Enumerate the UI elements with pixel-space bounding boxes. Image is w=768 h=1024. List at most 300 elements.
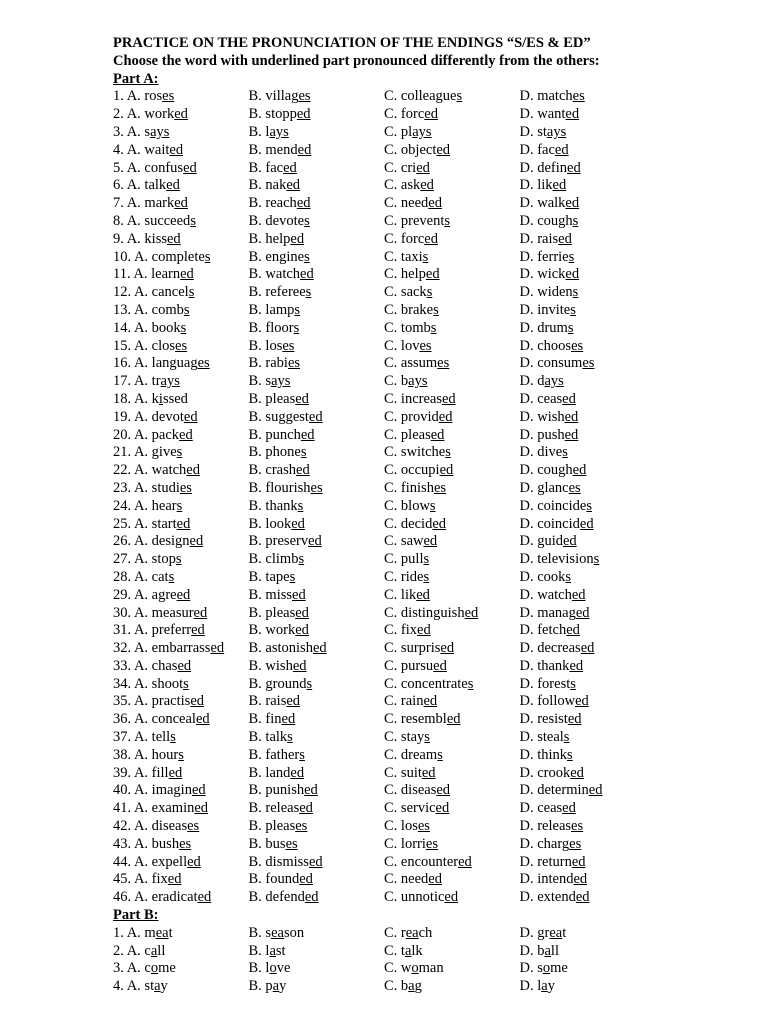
answer-option [384,462,520,480]
word-part: B. mend [248,141,298,158]
underlined-part: ed [565,266,580,283]
word-part: 13. A. comb [113,301,184,318]
answer-option [520,889,656,907]
underlined-part: es [282,337,295,354]
answer-option [113,676,249,694]
underlined-part: ed [296,106,311,123]
word-part: B. talk [248,729,288,746]
answer-option [113,711,249,729]
underlined-part: s [305,284,312,301]
answer-option [520,302,656,320]
question-row [113,747,753,765]
word-part: D. defin [519,159,568,176]
underlined-part: s [567,319,574,336]
underlined-part: s [190,212,196,229]
answer-option [384,782,520,800]
answer-option [384,978,520,996]
word-part: C. need [384,871,429,888]
underlined-part: s [593,551,600,568]
answer-option [384,444,520,462]
answer-option [384,587,520,605]
answer-option [520,213,656,231]
underlined-part: s [562,444,568,461]
question-row [113,765,753,783]
word-part: D. cook [519,568,566,585]
underlined-part: ed [300,266,314,283]
answer-option [249,569,385,587]
answer-option [384,302,520,320]
word-part: 18. A. k [113,390,159,407]
question-row [113,587,753,605]
underlined-part: ed [458,853,472,870]
answer-option [249,177,385,195]
word-part: C. forc [384,106,425,123]
answer-option [113,516,249,534]
answer-option [249,978,385,996]
answer-option [113,338,249,356]
word-part: 9. A. kiss [113,230,167,247]
question-row [113,960,753,978]
answer-option [520,533,656,551]
word-part: D. extend [519,889,576,906]
answer-option [249,676,385,694]
underlined-part: s [567,746,573,763]
word-part: D. intend [519,871,574,888]
answer-option [520,106,656,124]
word-part: 8. A. succeed [113,212,191,229]
word-part: B. pleas [248,604,296,621]
answer-option [113,622,249,640]
underlined-part: ed [180,266,194,283]
underlined-part: s [183,301,190,318]
word-part: B. reach [248,195,297,212]
word-part: C. sack [384,284,427,301]
word-part: 15. A. clos [113,337,176,354]
answer-option [113,231,249,249]
word-part: 43. A. bush [113,835,180,852]
word-part: B. l [248,960,270,977]
underlined-part: ed [174,195,188,212]
word-part: B. l [248,123,270,140]
word-part: D. s [519,960,543,977]
word-part: C. dream [384,746,438,763]
word-part: D. forest [519,675,571,692]
underlined-part: ed [428,195,442,212]
word-part: D. choos [519,337,572,354]
word-part: C. resembl [384,711,447,728]
word-part: B. help [248,230,291,247]
answer-option [520,355,656,373]
answer-option [249,711,385,729]
underlined-part: ed [421,764,436,781]
underlined-part: ed [438,408,453,425]
answer-option [113,444,249,462]
answer-option [113,533,249,551]
word-part: 37. A. tell [113,729,171,746]
answer-option [520,960,656,978]
question-row [113,551,753,569]
word-part: C. taxi [384,248,423,265]
answer-option [249,213,385,231]
underlined-part: s [572,212,579,229]
answer-option [384,729,520,747]
answer-option [113,124,249,142]
underlined-part: a [408,978,415,995]
word-part: C. r [384,924,406,941]
question-row [113,338,753,356]
underlined-part: s [299,746,305,763]
underlined-part: es [295,818,308,835]
underlined-part: s [168,568,175,585]
question-row [113,124,753,142]
word-part: 41. A. examin [113,800,195,817]
answer-option [384,676,520,694]
underlined-part: ed [575,889,590,906]
underlined-part: ed [436,141,451,158]
question-row [113,569,753,587]
underlined-part: s [170,729,176,746]
underlined-part: ed [186,462,200,479]
word-part: C. saw [384,533,424,550]
underlined-part: ed [558,230,572,247]
part-a-list [113,88,753,907]
word-part: C. brake [384,301,434,318]
word-part: B. lamp [248,301,295,318]
underlined-part: ed [572,462,587,479]
underlined-part: ea [155,924,169,941]
underlined-part: ed [210,640,225,657]
word-part: 4. A. wait [113,141,170,158]
underlined-part: ed [441,390,456,407]
answer-option [113,391,249,409]
answer-option [113,551,249,569]
word-part: B. releas [248,800,300,817]
answer-option [520,693,656,711]
answer-option [520,142,656,160]
word-part: 31. A. preferr [113,622,192,639]
answer-option [520,943,656,961]
question-row [113,640,753,658]
underlined-part: ed [167,230,181,247]
word-part: 6. A. talk [113,177,167,194]
word-part: man [418,960,444,977]
word-part: C. encounter [384,853,459,870]
answer-option [520,409,656,427]
underlined-part: ed [296,195,311,212]
answer-option [113,943,249,961]
word-part: D. thank [519,657,570,674]
answer-option [520,818,656,836]
underlined-part: s [422,248,429,265]
answer-option [113,106,249,124]
underlined-part: ed [308,533,322,550]
question-row [113,249,753,267]
answer-option [113,871,249,889]
underlined-part: ed [573,871,588,888]
word-part: D. releas [519,818,572,835]
answer-option [520,854,656,872]
underlined-part: a [269,942,276,959]
word-part: D. television [519,551,594,568]
answer-option [520,729,656,747]
answer-option [113,925,249,943]
underlined-part: s [437,746,443,763]
answer-option [520,498,656,516]
answer-option [520,338,656,356]
question-row [113,533,753,551]
answer-option [249,729,385,747]
underlined-part: ed [290,230,305,247]
word-part: 25. A. start [113,515,177,532]
underlined-part: s [300,444,307,461]
word-part: g [414,978,422,995]
underlined-part: es [437,355,450,372]
underlined-part: ed [295,622,309,639]
question-row [113,836,753,854]
underlined-part: ed [290,764,305,781]
underlined-part: s [188,284,195,301]
answer-option [249,106,385,124]
underlined-part: s [178,746,184,763]
question-row [113,213,753,231]
answer-option [249,551,385,569]
word-part: B. rais [248,693,287,710]
answer-option [249,124,385,142]
underlined-part: s [423,551,430,568]
word-part: B. stopp [248,106,297,123]
answer-option [113,284,249,302]
answer-option [249,142,385,160]
answer-option [113,978,249,996]
underlined-part: s [570,675,576,692]
answer-option [520,427,656,445]
underlined-part: ed [562,390,576,407]
word-part: 5. A. confus [113,159,184,176]
answer-option [249,800,385,818]
underlined-part: ed [570,764,584,781]
word-part: 20. A. pack [113,426,180,443]
underlined-part: ed [300,426,315,443]
underlined-part: ed [190,693,205,710]
word-part: C. help [384,266,426,283]
word-part: 35. A. practis [113,693,191,710]
answer-option [249,480,385,498]
answer-option [249,427,385,445]
word-part: 2. A. c [113,942,151,959]
part-b-list [113,925,753,996]
word-part: B. punish [248,782,305,799]
answer-option [113,213,249,231]
underlined-part: es [571,818,584,835]
word-part: C. suit [384,764,422,781]
word-part: B. fin [248,711,282,728]
underlined-part: ed [571,853,586,870]
word-part: B. work [248,622,296,639]
underlined-part: ed [187,853,201,870]
answer-option [384,693,520,711]
question-row [113,711,753,729]
word-part: 42. A. diseas [113,818,188,835]
answer-option [520,747,656,765]
underlined-part: es [569,835,582,852]
answer-option [520,605,656,623]
underlined-part: s [444,212,451,229]
question-row [113,355,753,373]
answer-option [520,373,656,391]
answer-option [113,480,249,498]
answer-option [249,391,385,409]
underlined-part: ed [436,782,451,799]
word-part: C. colleague [384,88,457,105]
answer-option [249,498,385,516]
word-part: y [279,978,287,995]
answer-option [384,622,520,640]
answer-option [520,640,656,658]
answer-option [520,836,656,854]
answer-option [384,960,520,978]
answer-option [384,640,520,658]
answer-option [249,818,385,836]
word-part: B. l [248,942,270,959]
word-part: C. prevent [384,212,445,229]
answer-option [113,658,249,676]
answer-option [520,160,656,178]
word-part: D. fetch [519,622,567,639]
answer-option [520,658,656,676]
answer-option [249,160,385,178]
word-part: 44. A. expell [113,853,188,870]
answer-option [113,605,249,623]
underlined-part: ed [439,462,454,479]
word-part: D. steal [519,729,564,746]
answer-option [384,231,520,249]
underlined-part: s [570,301,576,318]
word-part: C. assum [384,355,438,372]
answer-option [249,533,385,551]
answer-option [249,266,385,284]
answer-option [384,854,520,872]
word-part: 3. A. c [113,960,151,977]
answer-option [520,551,656,569]
word-part: ll [550,942,559,959]
question-row [113,498,753,516]
word-part: B. nak [248,177,287,194]
underlined-part: ed [416,586,430,603]
underlined-part: ed [562,800,576,817]
answer-option [113,747,249,765]
answer-option [113,409,249,427]
word-part: D. think [519,746,568,763]
word-part: B. pleas [248,390,296,407]
word-part: C. w [384,960,412,977]
answer-option [113,160,249,178]
question-row [113,729,753,747]
underlined-part: ays [544,373,564,390]
question-row [113,142,753,160]
word-part: D. manag [519,604,576,621]
question-row [113,693,753,711]
underlined-part: s [183,675,189,692]
word-part: 34. A. shoot [113,675,184,692]
answer-option [113,569,249,587]
underlined-part: s [180,319,187,336]
answer-option [249,782,385,800]
word-part: B. s [248,373,272,390]
word-part: C. occupi [384,462,440,479]
answer-option [113,320,249,338]
answer-option [384,427,520,445]
word-part: B. flourish [248,479,311,496]
word-part: B. pleas [248,818,296,835]
answer-option [520,480,656,498]
underlined-part: ed [195,711,210,728]
answer-option [113,818,249,836]
word-part: C. blow [384,497,430,514]
word-part: D. guid [519,533,563,550]
underlined-part: es [175,337,188,354]
underlined-part: ea [271,924,284,941]
word-part: B. tape [248,568,290,585]
word-part: B. defend [248,889,305,906]
answer-option [520,765,656,783]
underlined-part: ed [176,515,191,532]
underlined-part: s [304,248,310,265]
underlined-part: s [586,497,592,514]
underlined-part: es [433,479,447,496]
underlined-part: ed [295,604,309,621]
word-part: D. coincide [519,497,587,514]
word-part: C. lik [384,586,417,603]
answer-option [249,640,385,658]
answer-option [520,676,656,694]
underlined-part: es [310,479,323,496]
question-row [113,480,753,498]
answer-option [520,249,656,267]
underlined-part: o [150,960,159,977]
underlined-part: ed [588,782,603,799]
underlined-part: ed [446,711,461,728]
word-part: D. ceas [519,390,563,407]
word-part: B. father [248,746,300,763]
question-row [113,782,753,800]
underlined-part: s [568,248,575,265]
word-part: B. suggest [248,408,309,425]
word-part: 40. A. imagin [113,782,192,799]
underlined-part: a [150,942,158,959]
word-part: C. concentrate [384,675,468,692]
answer-option [520,124,656,142]
underlined-part: ed [166,177,180,194]
answer-option [384,249,520,267]
answer-option [384,925,520,943]
underlined-part: s [294,301,301,318]
word-part: B. thank [248,497,298,514]
word-part: D. cough [519,462,573,479]
underlined-part: o [411,960,419,977]
underlined-part: s [306,675,313,692]
answer-option [520,195,656,213]
answer-option [520,266,656,284]
question-row [113,658,753,676]
underlined-part: ed [308,853,323,870]
word-part: B. villag [248,88,299,105]
underlined-part: es [298,88,311,105]
underlined-part: s [429,497,436,514]
answer-option [384,747,520,765]
answer-option [113,836,249,854]
underlined-part: es [419,337,432,354]
answer-option [249,960,385,978]
